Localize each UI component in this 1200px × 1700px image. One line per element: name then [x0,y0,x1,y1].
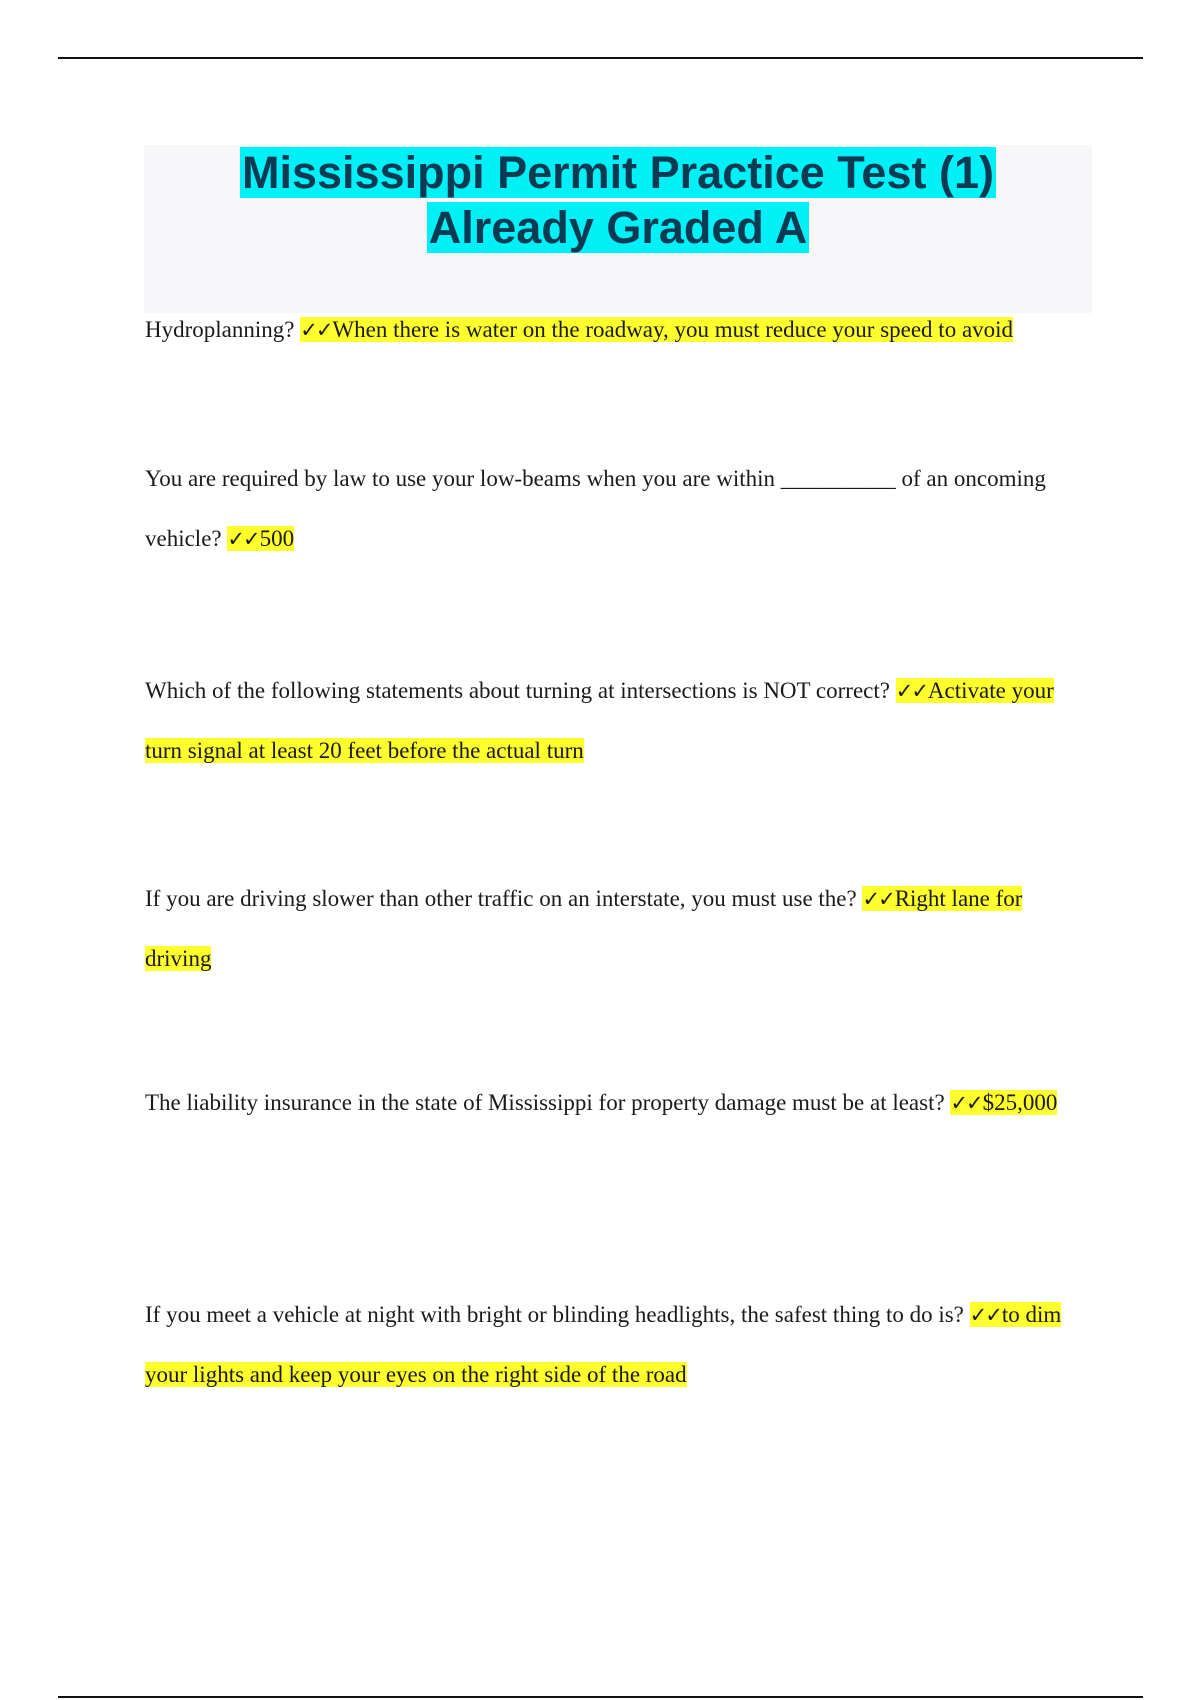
question-text: If you meet a vehicle at night with bright or blinding headlights, the safest thing to do is? [145,1302,970,1327]
qa-item-5 [145,1073,1085,1133]
qa-item-3 [145,661,1085,781]
question-text: Hydroplanning? [145,317,301,342]
check-mark-icon: ✓✓ [950,1091,982,1115]
answer-text: Activate your turn signal at least 20 feet before the actual turn [145,678,1054,763]
question-text: Which of the following statements about turning at intersections is NOT correct? [145,678,896,703]
answer-text: Right lane for driving [145,886,1023,971]
answer-text: $25,000 [982,1090,1058,1115]
question-text: If you are driving slower than other traffic on an interstate, you must use the? [145,886,863,911]
question-text: You are required by law to use your low-beams when you are within __________ of an oncoming vehicle? [145,466,1046,551]
qa-item-6 [145,1285,1085,1405]
check-mark-icon: ✓✓ [227,527,259,551]
qa-item-1 [145,300,1085,360]
check-mark-icon: ✓✓ [969,1303,1001,1327]
answer-text: When there is water on the roadway, you must reduce your speed to avoid [332,317,1014,342]
question-text: The liability insurance in the state of Mississippi for property damage must be at least? [145,1090,951,1115]
answer-text: 500 [259,526,295,551]
qa-item-2 [145,449,1085,569]
footer-rule [58,1696,1143,1698]
check-mark-icon: ✓✓ [862,887,894,911]
qa-item-4 [145,869,1085,989]
answer-text: to dim your lights and keep your eyes on the right side of the road [145,1302,1062,1387]
header-rule [58,57,1143,59]
title-line-2: Already Graded A [428,202,808,253]
check-mark-icon: ✓✓ [300,318,332,342]
title-line-1: Mississippi Permit Practice Test (1) [242,147,994,198]
page-title [144,145,1092,255]
answer-highlight [227,526,294,551]
answer-highlight [300,317,1013,342]
check-mark-icon: ✓✓ [895,679,927,703]
answer-highlight [950,1090,1057,1115]
